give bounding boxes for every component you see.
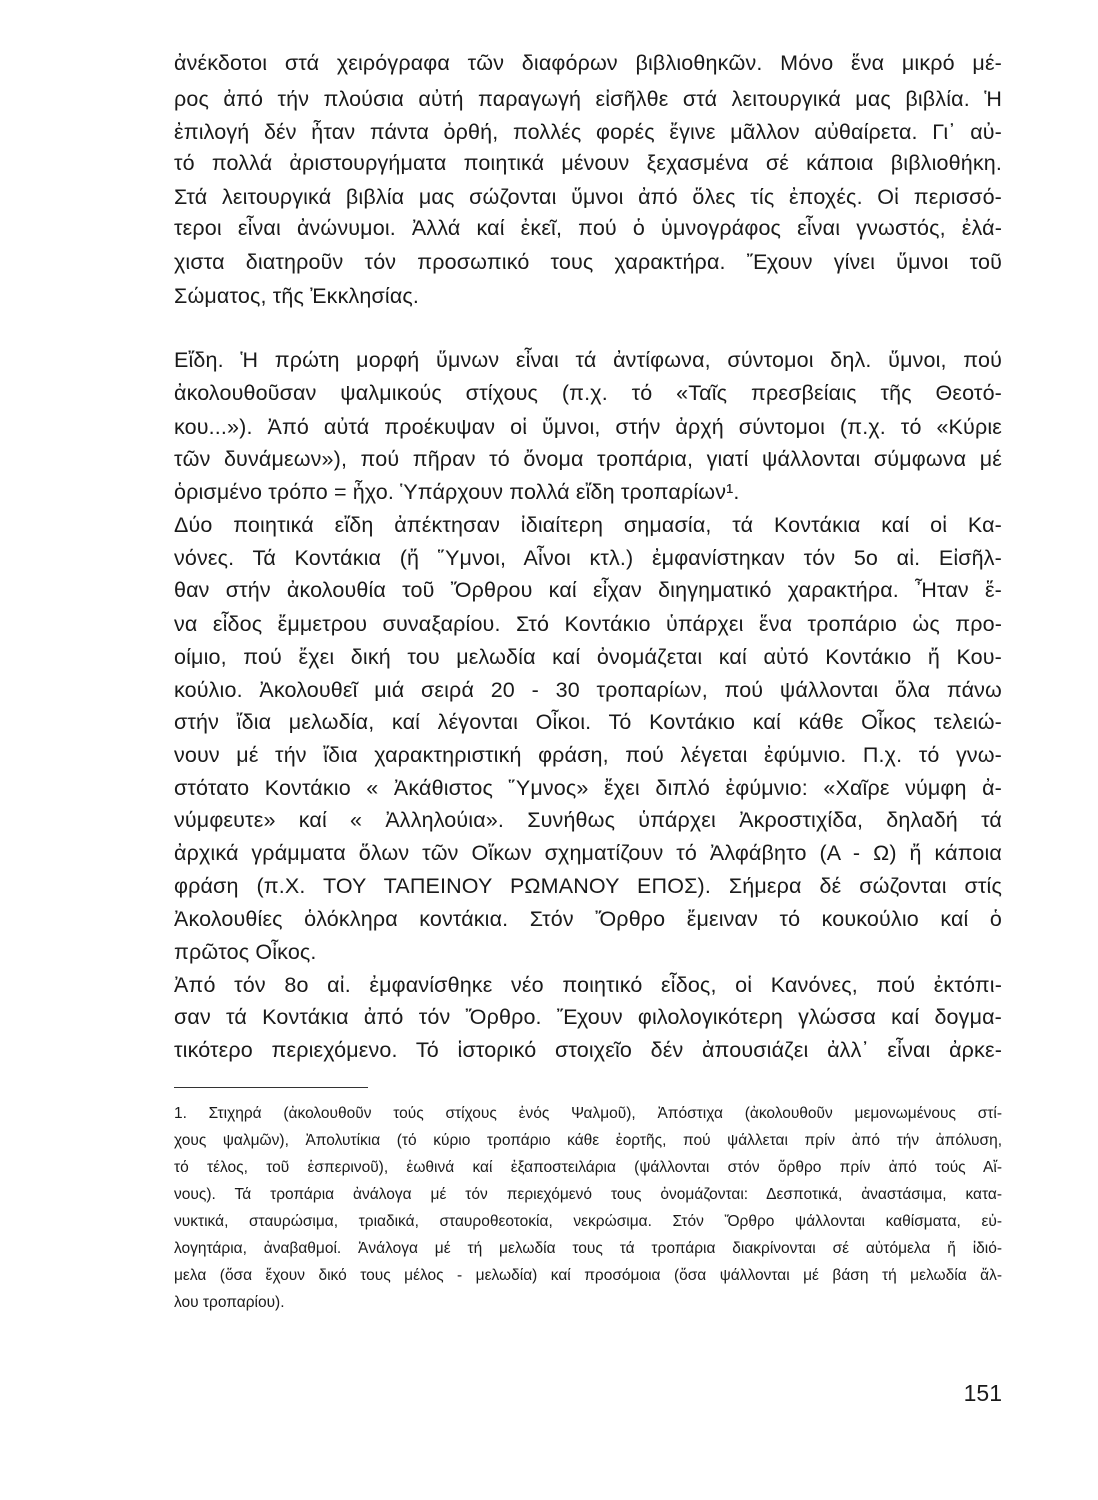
footnote-line: νους). Τά τροπάρια ἀνάλογα μέ τόν περιεχόμενό τους ὀνομάζονται: Δεσποτικά, ἀναστάσιμα, κατα- bbox=[174, 1186, 1002, 1203]
body-line: νόνες. Τά Κοντάκια (ἤ Ὕμνοι, Αἶνοι κτλ.) ἐμφανίστηκαν τόν 5ο αἰ. Εἰσῆλ- bbox=[174, 546, 1002, 570]
body-line: Ἀπό τόν 8ο αἰ. ἐμφανίσθηκε νέο ποιητικό εἶδος, οἱ Κανόνες, πού ἐκτόπι- bbox=[174, 973, 1002, 997]
body-line: νουν μέ τήν ἴδια χαρακτηριστική φράση, πού λέγεται ἐφύμνιο. Π.χ. τό γνω- bbox=[174, 743, 1002, 767]
body-line: ἀνέκδοτοι στά χειρόγραφα τῶν διαφόρων βιβλιοθηκῶν. Μόνο ἕνα μικρό μέ- bbox=[174, 51, 1002, 75]
footnote-line: λου τροπαρίου). bbox=[174, 1294, 285, 1311]
body-line: θαν στήν ἀκολουθία τοῦ Ὄρθρου καί εἶχαν διηγηματικό χαρακτήρα. Ἦταν ἕ- bbox=[174, 578, 1002, 602]
footnote-line: χους ψαλμῶν), Ἀπολυτίκια (τό κύριο τροπάριο κάθε ἑορτῆς, πού ψάλλεται πρίν ἀπό τήν ἀπόλυση, bbox=[174, 1132, 1002, 1149]
body-line: ρος ἀπό τήν πλούσια αὐτή παραγωγή εἰσῆλθε στά λειτουργικά μας βιβλία. Ἡ bbox=[174, 87, 1002, 111]
body-line: ἐπιλογή δέν ἦταν πάντα ὀρθή, πολλές φορές ἔγινε μᾶλλον αὐθαίρετα. Γι᾽ αὐ- bbox=[174, 120, 1002, 144]
body-line: ὁρισμένο τρόπο = ἦχο. Ὑπάρχουν πολλά εἴδη τροπαρίων¹. bbox=[174, 480, 740, 504]
body-line: χιστα διατηροῦν τόν προσωπικό τους χαρακτήρα. Ἔχουν γίνει ὕμνοι τοῦ bbox=[174, 250, 1002, 274]
body-line: Ἀκολουθίες ὁλόκληρα κοντάκια. Στόν Ὄρθρο ἔμειναν τό κουκούλιο καί ὁ bbox=[174, 907, 1002, 931]
body-line: στήν ἴδια μελωδία, καί λέγονται Οἶκοι. Τό Κοντάκιο καί κάθε Οἶκος τελειώ- bbox=[174, 710, 1002, 734]
page-number: 151 bbox=[963, 1380, 1002, 1406]
body-line: να εἶδος ἔμμετρου συναξαρίου. Στό Κοντάκιο ὑπάρχει ἕνα τροπάριο ὡς προ- bbox=[174, 612, 1002, 636]
body-line: φράση (π.Χ. ΤΟΥ ΤΑΠΕΙΝΟΥ ΡΩΜΑΝΟΥ ΕΠΟΣ). Σήμερα δέ σώζονται στίς bbox=[174, 874, 1002, 898]
section-heading-line: Εἴδη. Ἡ πρώτη μορφή ὕμνων εἶναι τά ἀντίφωνα, σύντομοι δηλ. ὕμνοι, πού bbox=[174, 348, 1002, 372]
body-line: κου...»). Ἀπό αὐτά προέκυψαν οἱ ὕμνοι, στήν ἀρχή σύντομοι (π.χ. τό «Κύριε bbox=[174, 415, 1002, 439]
body-line: τεροι εἶναι ἀνώνυμοι. Ἀλλά καί ἐκεῖ, πού ὁ ὑμνογράφος εἶναι γνωστός, ἐλά- bbox=[174, 216, 1002, 240]
body-line: κούλιο. Ἀκολουθεῖ μιά σειρά 20 - 30 τροπαρίων, πού ψάλλονται ὅλα πάνω bbox=[174, 678, 1002, 702]
body-line: στότατο Κοντάκιο « Ἀκάθιστος Ὕμνος» ἔχει διπλό ἐφύμνιο: «Χαῖρε νύμφη ἀ- bbox=[174, 776, 1002, 800]
body-line: τῶν δυνάμεων»), πού πῆραν τό ὄνομα τροπάρια, γιατί ψάλλονται σύμφωνα μέ bbox=[174, 447, 1002, 471]
footnote-line: τό τέλος, τοῦ ἑσπερινοῦ), ἑωθινά καί ἐξαποστειλάρια (ψάλλονται στόν ὄρθρο πρίν ἀπό τούς Αἴ- bbox=[174, 1159, 1002, 1176]
body-line: σαν τά Κοντάκια ἀπό τόν Ὄρθρο. Ἔχουν φιλολογικότερη γλώσσα καί δογμα- bbox=[174, 1005, 1002, 1029]
body-line: ἀκολουθοῦσαν ψαλμικούς στίχους (π.χ. τό «Ταῖς πρεσβείαις τῆς Θεοτό- bbox=[174, 381, 1002, 405]
footnote-line: νυκτικά, σταυρώσιμα, τριαδικά, σταυροθεοτοκία, νεκρώσιμα. Στόν Ὄρθρο ψάλλονται καθίσματα, εὐ- bbox=[174, 1213, 1002, 1230]
footnote-divider bbox=[174, 1087, 368, 1088]
footnote-line: λογητάρια, ἀναβαθμοί. Ἀνάλογα μέ τή μελωδία τους τά τροπάρια διακρίνονται σέ αὐτόμελα ἤ ἰδιό- bbox=[174, 1240, 1002, 1257]
body-line: πρῶτος Οἶκος. bbox=[174, 940, 317, 964]
footnote-line: 1. Στιχηρά (ἀκολουθοῦν τούς στίχους ἑνός Ψαλμοῦ), Ἀπόστιχα (ἀκολουθοῦν μεμονωμένους στί- bbox=[174, 1105, 1002, 1122]
body-line: τό πολλά ἀριστουργήματα ποιητικά μένουν ξεχασμένα σέ κάποια βιβλιοθήκη. bbox=[174, 151, 1002, 175]
body-line: Στά λειτουργικά βιβλία μας σώζονται ὕμνοι ἀπό ὅλες τίς ἐποχές. Οἱ περισσό- bbox=[174, 185, 1002, 209]
body-line: ἀρχικά γράμματα ὅλων τῶν Οἴκων σχηματίζουν τό Ἀλφάβητο (Α - Ω) ἤ κάποια bbox=[174, 841, 1002, 865]
body-line: Σώματος, τῆς Ἐκκλησίας. bbox=[174, 284, 420, 308]
body-line: Δύο ποιητικά εἴδη ἀπέκτησαν ἰδιαίτερη σημασία, τά Κοντάκια καί οἱ Κα- bbox=[174, 513, 1002, 537]
body-line: οίμιο, πού ἔχει δική του μελωδία καί ὀνομάζεται καί αὐτό Κοντάκιο ἤ Κου- bbox=[174, 645, 1002, 669]
body-line: νύμφευτε» καί « Ἀλληλούια». Συνήθως ὑπάρχει Ἀκροστιχίδα, δηλαδή τά bbox=[174, 808, 1002, 832]
footnote-line: μελα (ὅσα ἔχουν δικό τους μέλος - μελωδία) καί προσόμοια (ὅσα ψάλλονται μέ βάση τή μελωδία ἄλ- bbox=[174, 1267, 1002, 1284]
body-line: τικότερο περιεχόμενο. Τό ἱστορικό στοιχεῖο δέν ἀπουσιάζει ἀλλ᾽ εἶναι ἀρκε- bbox=[174, 1038, 1002, 1062]
